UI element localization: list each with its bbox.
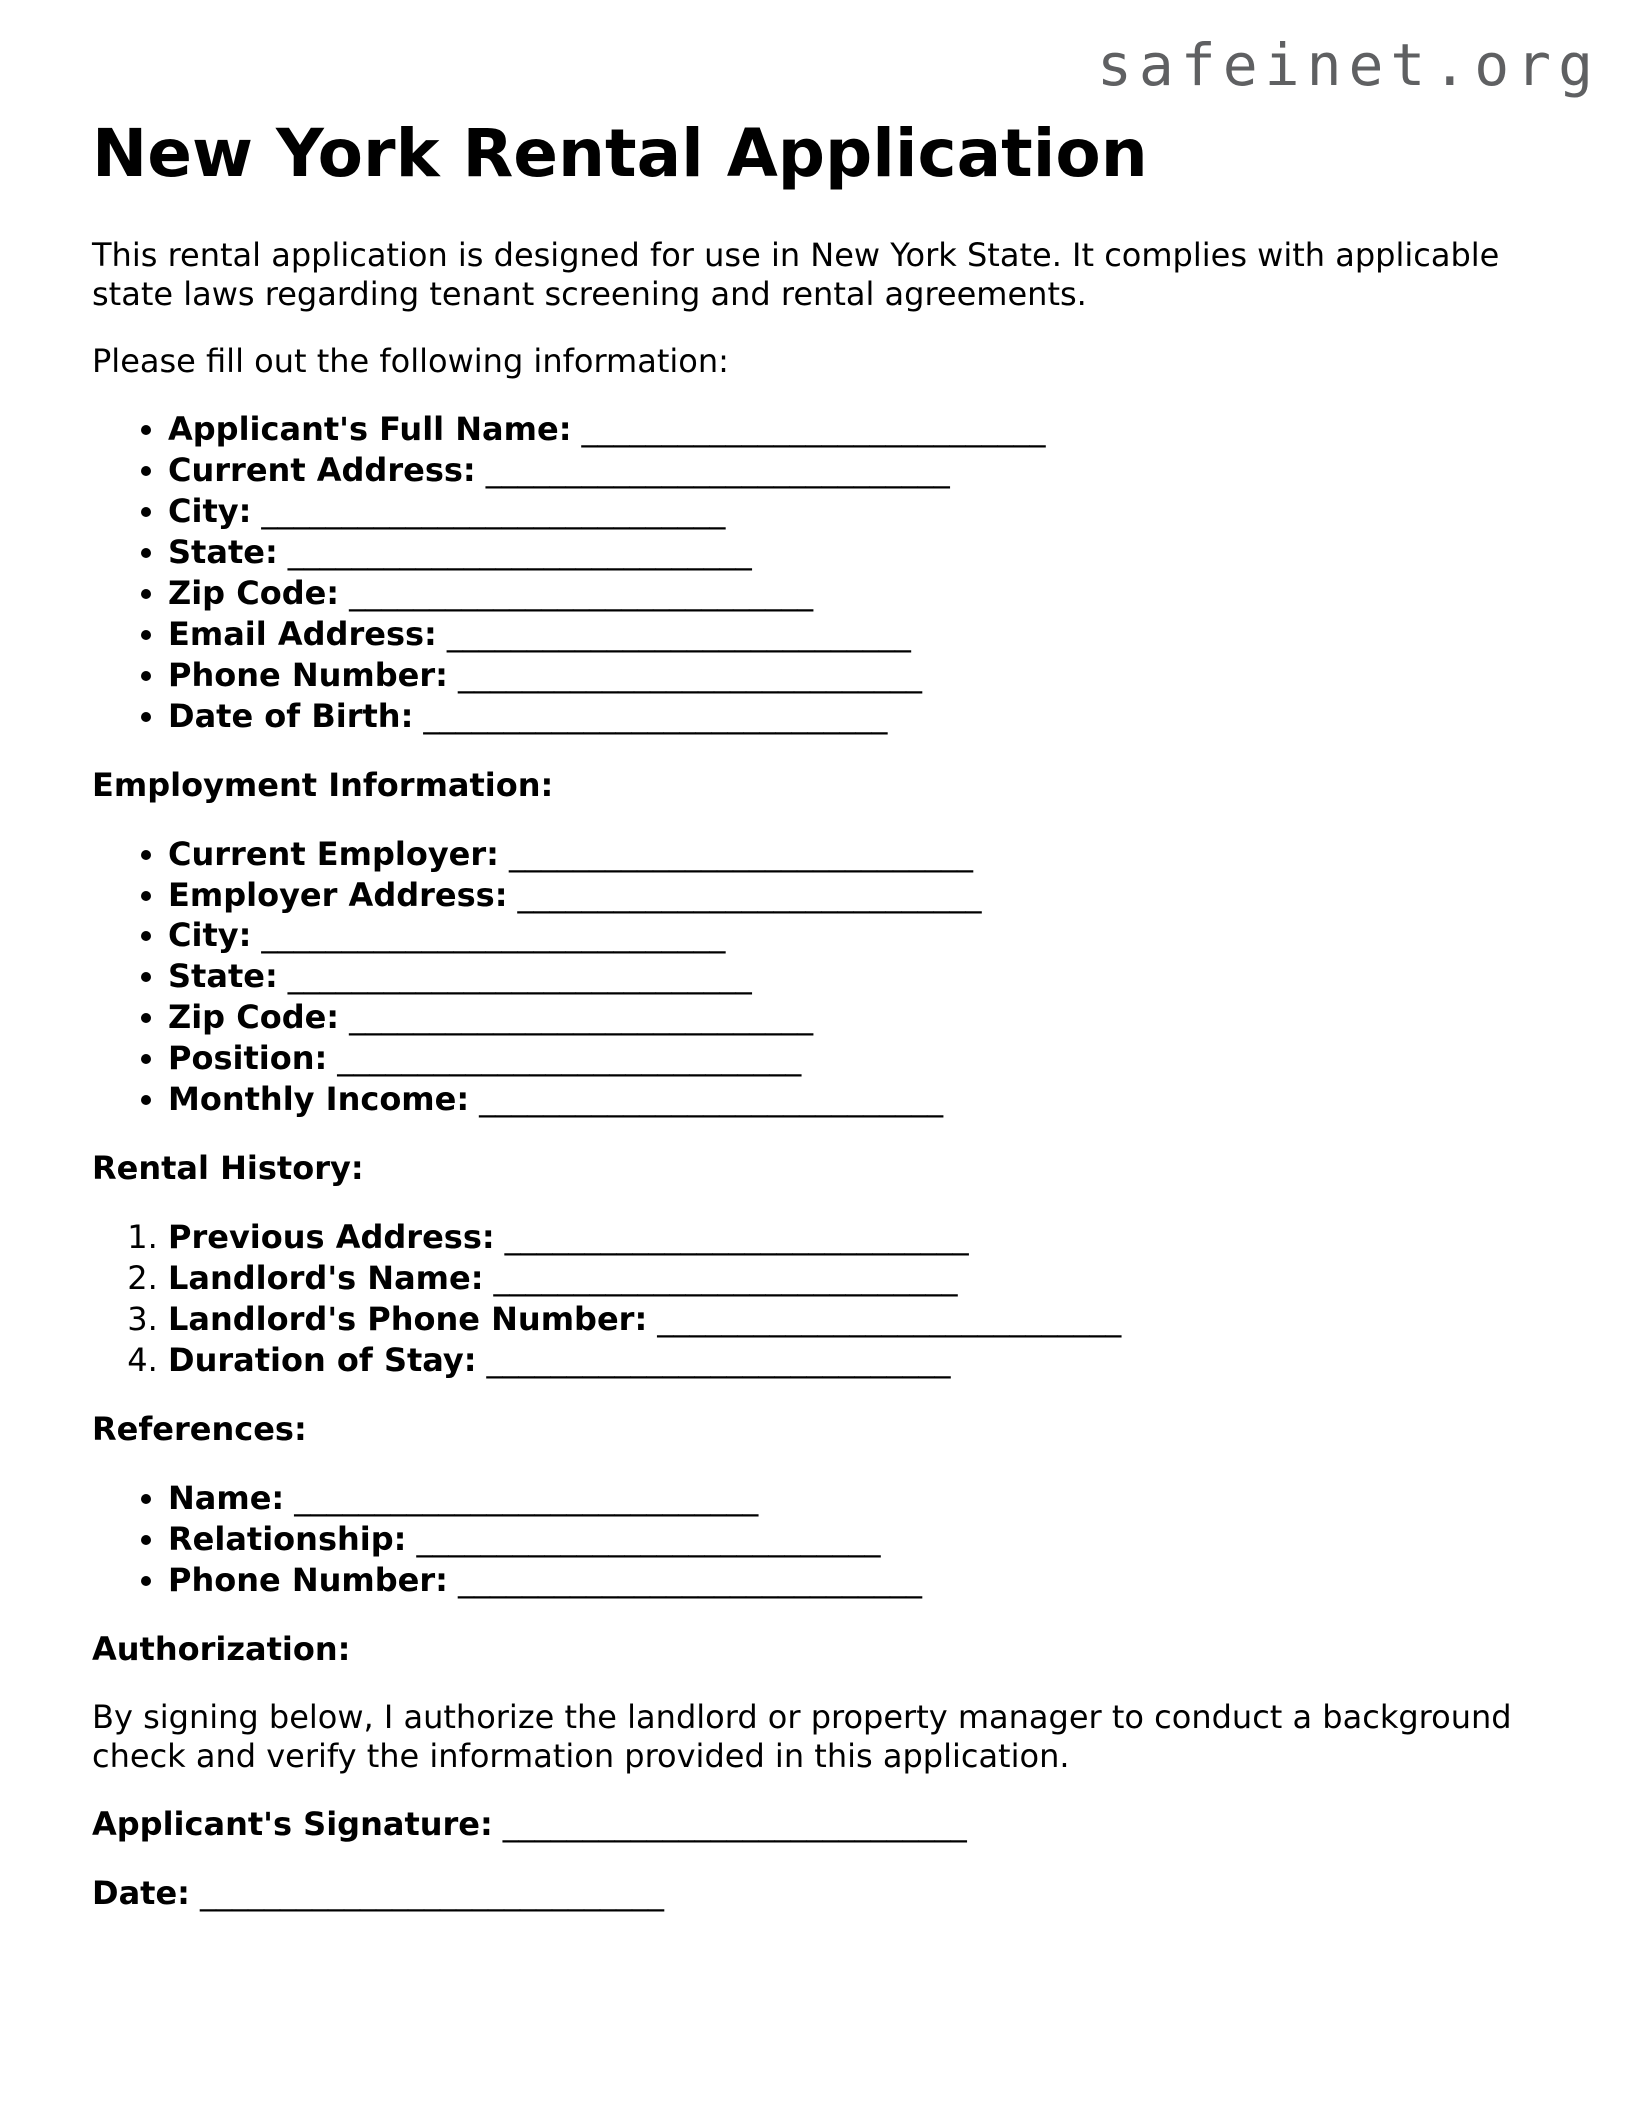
signature-blank-line: _____________________________ (502, 1804, 967, 1843)
blank-line: _____________________________ (287, 532, 752, 571)
blank-line: _____________________________ (517, 875, 982, 914)
field-label: Landlord's Name: (168, 1259, 484, 1298)
field-label: Current Address: (168, 450, 476, 489)
rental-history-list (92, 1217, 1532, 1381)
form-field-row (168, 614, 1532, 655)
field-label: Zip Code: (168, 998, 340, 1037)
blank-line: _____________________________ (581, 409, 1046, 448)
text-line: state laws regarding tenant screening and rental agreements. (92, 274, 1087, 313)
form-field-row (168, 1217, 1532, 1258)
fill-prompt: Please fill out the following information: (92, 341, 729, 380)
form-field-row (168, 1299, 1532, 1340)
watermark-text: safeinet.org (1096, 31, 1600, 99)
blank-line: _____________________________ (416, 1519, 881, 1558)
form-field-row (168, 409, 1532, 450)
field-label: State: (168, 532, 278, 571)
form-field-row (168, 655, 1532, 696)
blank-line: _____________________________ (493, 1259, 958, 1298)
form-field-row (168, 1340, 1532, 1381)
section-heading-employment: Employment Information: (92, 765, 554, 804)
blank-line: _____________________________ (294, 1478, 759, 1517)
field-label: Name: (168, 1478, 285, 1517)
field-label: Phone Number: (168, 655, 448, 694)
field-label: Monthly Income: (168, 1080, 470, 1119)
form-field-row (168, 1519, 1532, 1560)
field-label: State: (168, 957, 278, 996)
field-label: Applicant's Full Name: (168, 409, 572, 448)
field-label: Zip Code: (168, 573, 340, 612)
blank-line: _____________________________ (508, 834, 973, 873)
blank-line: _____________________________ (485, 450, 950, 489)
field-label: Date of Birth: (168, 696, 414, 735)
blank-line: _____________________________ (657, 1300, 1122, 1339)
authorization-paragraph (92, 1698, 1532, 1776)
field-label: Position: (168, 1039, 328, 1078)
blank-line: _____________________________ (457, 655, 922, 694)
blank-line: _____________________________ (349, 998, 814, 1037)
form-field-row (168, 1478, 1532, 1519)
blank-line: _____________________________ (261, 916, 726, 955)
employment-list (92, 834, 1532, 1121)
blank-line: _____________________________ (287, 957, 752, 996)
form-field-row (168, 491, 1532, 532)
section-heading-authorization: Authorization: (92, 1629, 351, 1668)
field-label: Relationship: (168, 1519, 407, 1558)
page-title: New York Rental Application (92, 115, 1148, 192)
field-label: Previous Address: (168, 1218, 495, 1257)
blank-line: _____________________________ (349, 573, 814, 612)
field-label: Phone Number: (168, 1560, 448, 1599)
form-field-row (168, 450, 1532, 491)
personal-info-list (92, 409, 1532, 737)
field-label: City: (168, 491, 252, 530)
field-label: Employer Address: (168, 875, 508, 914)
text-line: check and verify the information provided in this application. (92, 1736, 1070, 1775)
form-field-row (168, 915, 1532, 956)
form-field-row (168, 1038, 1532, 1079)
form-field-row (168, 1560, 1532, 1601)
blank-line: _____________________________ (504, 1218, 969, 1257)
references-list (92, 1478, 1532, 1601)
field-label: Email Address: (168, 614, 437, 653)
form-field-row (168, 956, 1532, 997)
section-heading-references: References: (92, 1410, 307, 1448)
blank-line: _____________________________ (486, 1341, 951, 1380)
text-line: By signing below, I authorize the landlord or property manager to conduct a background (92, 1697, 1512, 1736)
date-row (92, 1873, 1532, 1914)
form-field-row (168, 573, 1532, 614)
field-label: City: (168, 916, 252, 955)
form-field-row (168, 1079, 1532, 1120)
field-label: Current Employer: (168, 834, 499, 873)
field-label: Landlord's Phone Number: (168, 1300, 648, 1339)
form-field-row (168, 875, 1532, 916)
blank-line: _____________________________ (457, 1560, 922, 1599)
blank-line: _____________________________ (261, 491, 726, 530)
blank-line: _____________________________ (446, 614, 911, 653)
form-field-row (168, 532, 1532, 573)
blank-line: _____________________________ (423, 696, 888, 735)
text-line: This rental application is designed for use in New York State. It complies with applicable (92, 235, 1500, 274)
form-field-row (168, 834, 1532, 875)
signature-row (92, 1804, 1532, 1845)
form-field-row (168, 997, 1532, 1038)
field-label: Duration of Stay: (168, 1341, 477, 1380)
date-label: Date: (92, 1873, 190, 1912)
date-blank-line: _____________________________ (199, 1873, 664, 1912)
blank-line: _____________________________ (337, 1039, 802, 1078)
section-heading-rental-history: Rental History: (92, 1149, 364, 1188)
form-field-row (168, 696, 1532, 737)
signature-label: Applicant's Signature: (92, 1804, 493, 1843)
blank-line: _____________________________ (479, 1080, 944, 1119)
intro-paragraph (92, 236, 1532, 314)
form-field-row (168, 1258, 1532, 1299)
